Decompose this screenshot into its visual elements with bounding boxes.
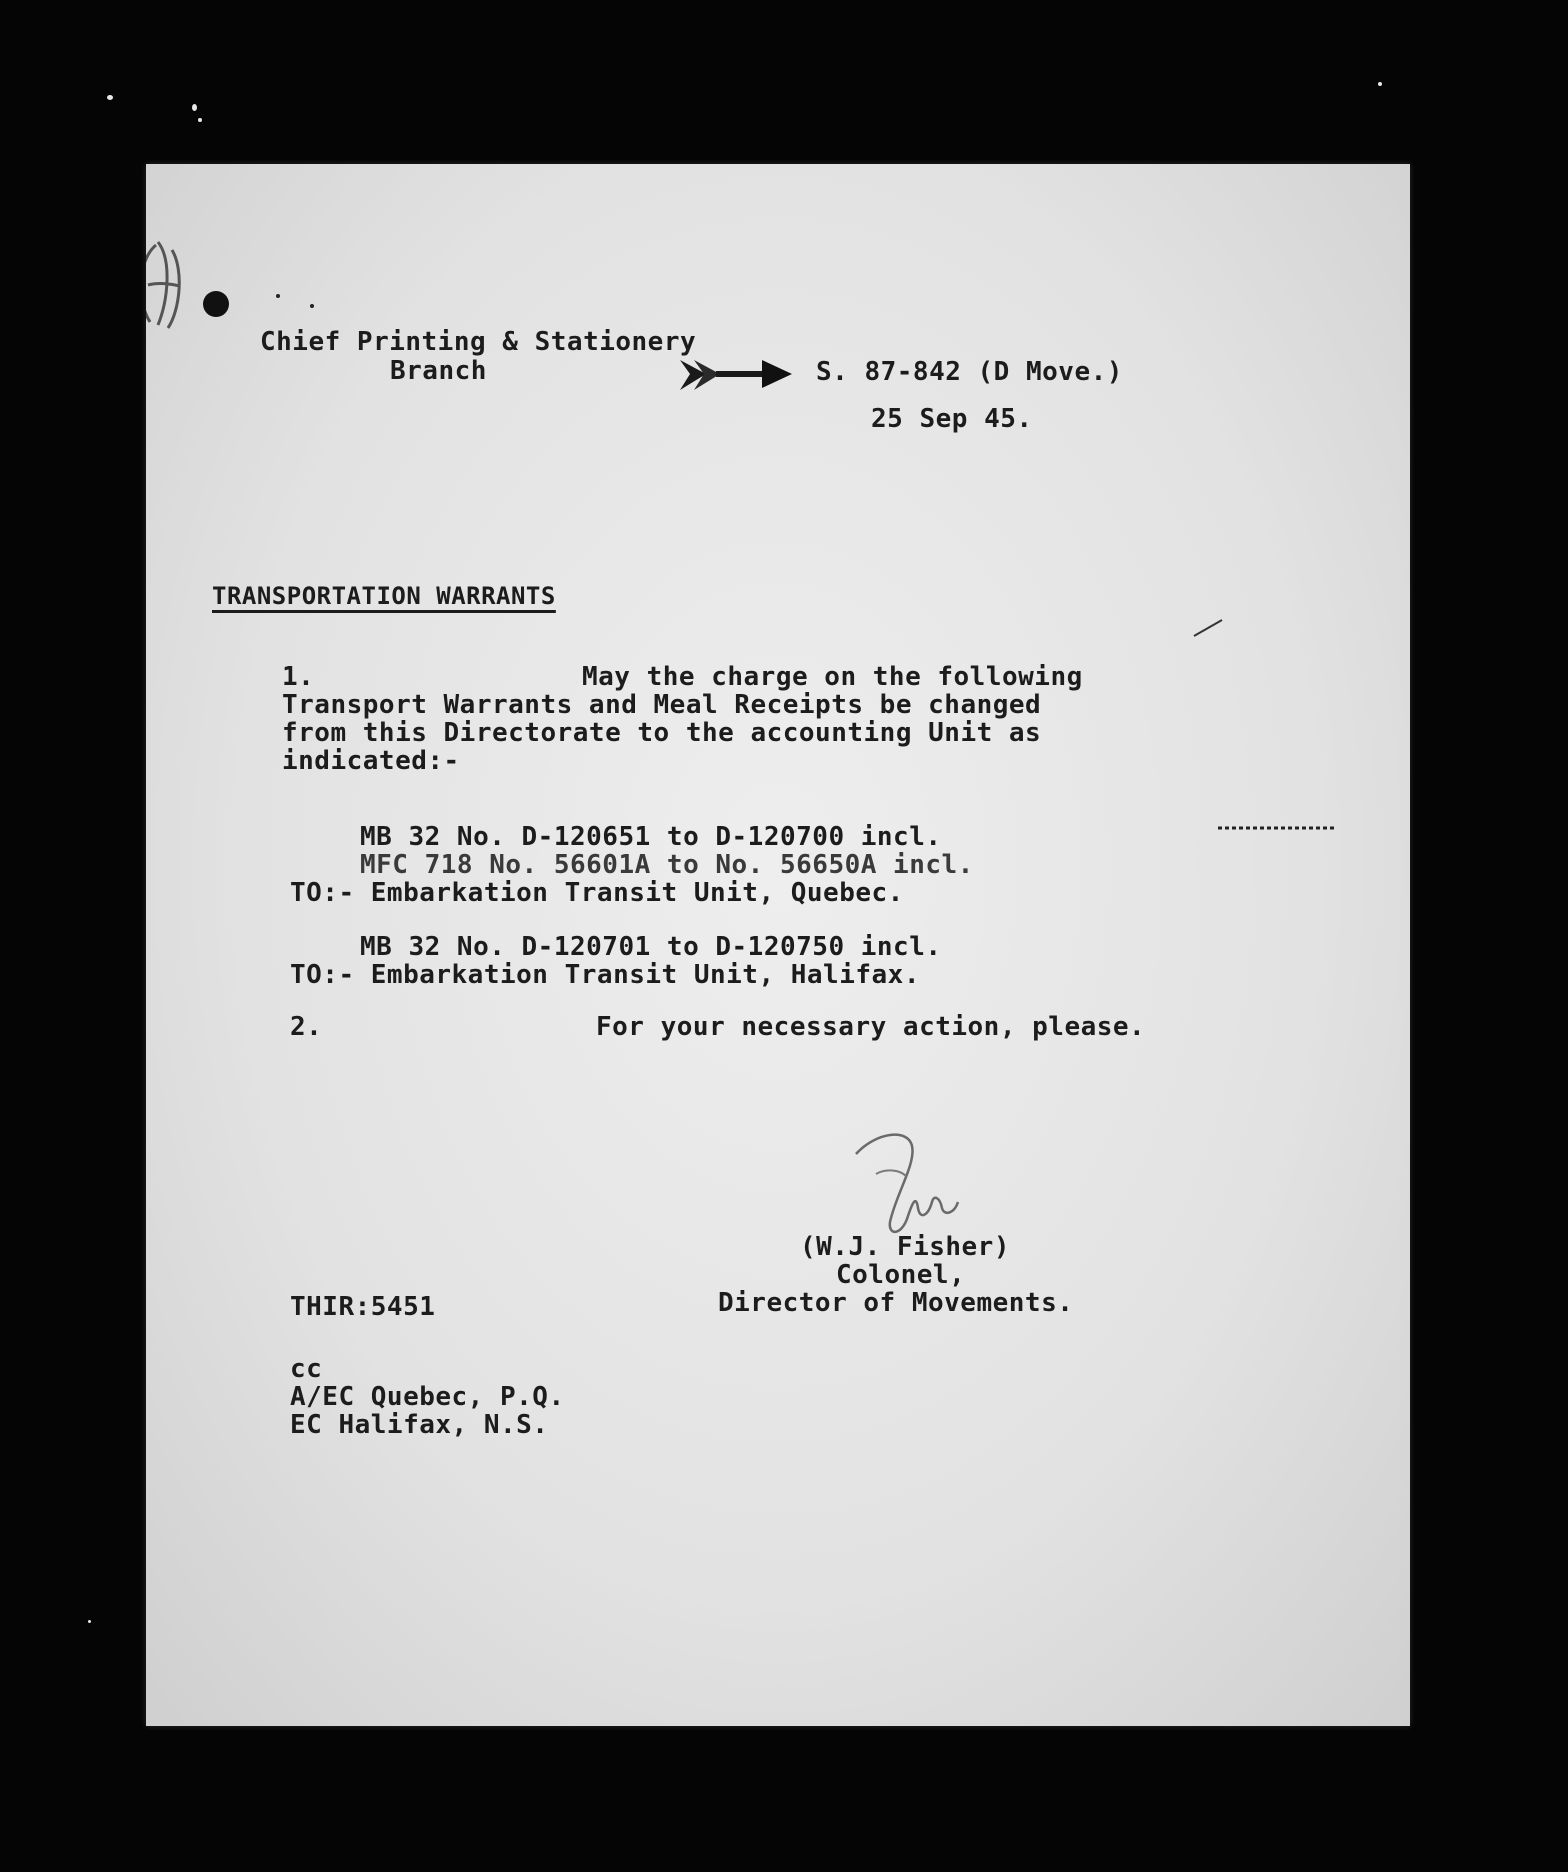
dust-speck [88, 1620, 91, 1623]
dust-speck [107, 95, 113, 100]
signatory-name: (W.J. Fisher) [800, 1232, 1010, 1262]
arrow-stamp-icon [676, 352, 794, 398]
meal-receipt-range: MFC 718 No. 56601A to No. 56650A incl. [360, 850, 974, 880]
cc-label: cc [290, 1354, 323, 1384]
paragraph-1-line-4: indicated:- [282, 746, 460, 776]
dust-speck [198, 118, 202, 122]
subject-heading: TRANSPORTATION WARRANTS [212, 582, 556, 610]
transfer-to-halifax: TO:- Embarkation Transit Unit, Halifax. [290, 960, 920, 990]
dust-speck [1378, 82, 1382, 86]
cc-recipient-halifax: EC Halifax, N.S. [290, 1410, 549, 1440]
paragraph-1-line-3: from this Directorate to the accounting Unit as [282, 718, 1042, 748]
handwritten-initials [146, 230, 208, 340]
margin-tick-mark [1190, 616, 1230, 640]
punch-hole-mark [200, 284, 330, 324]
margin-dash-line [1216, 824, 1336, 832]
signatory-title: Director of Movements. [718, 1288, 1074, 1318]
paragraph-2-number: 2. [290, 1012, 323, 1042]
memo-date: 25 Sep 45. [871, 404, 1033, 434]
memo-page [146, 164, 1410, 1726]
file-reference: S. 87-842 (D Move.) [816, 357, 1123, 387]
warrant-range-2: MB 32 No. D-120701 to D-120750 incl. [360, 932, 942, 962]
signatory-rank: Colonel, [836, 1260, 966, 1290]
paragraph-1-number: 1. [282, 662, 315, 692]
addressee-line-1: Chief Printing & Stationery [260, 327, 697, 357]
paragraph-1-line-2: Transport Warrants and Meal Receipts be changed [282, 690, 1042, 720]
office-reference: THIR:5451 [290, 1292, 436, 1322]
transfer-to-quebec: TO:- Embarkation Transit Unit, Quebec. [290, 878, 904, 908]
cc-recipient-quebec: A/EC Quebec, P.Q. [290, 1382, 565, 1412]
paragraph-2-text: For your necessary action, please. [596, 1012, 1146, 1042]
dust-speck [192, 104, 197, 111]
paragraph-1-line-1: May the charge on the following [582, 662, 1083, 692]
warrant-range-1: MB 32 No. D-120651 to D-120700 incl. [360, 822, 942, 852]
addressee-line-2: Branch [390, 356, 487, 386]
